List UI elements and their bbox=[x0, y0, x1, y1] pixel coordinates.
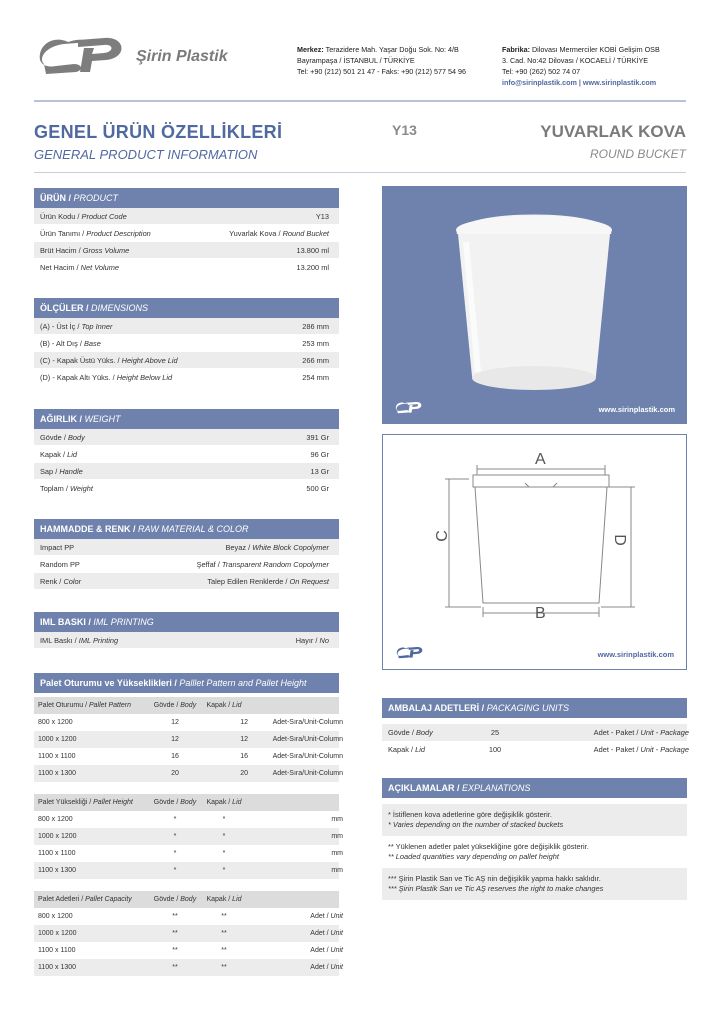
product-section bbox=[34, 188, 339, 276]
packaging-header: AMBALAJ ADETLERİ / PACKAGING UNITS bbox=[382, 698, 687, 718]
dim-d-label: D bbox=[610, 534, 628, 546]
table-row: 1100 x 1100 ** ** Adet / Unit bbox=[38, 947, 343, 954]
dimensions-section bbox=[34, 298, 339, 386]
factory-line3: Tel: +90 (262) 502 74 07 bbox=[502, 67, 581, 76]
table-row: (D) - Kapak Altı Yüks. / Height Below Lid 254 mm bbox=[34, 369, 339, 386]
note-1: * İstiflenen kova adetlerine göre değişiklik gösterir. * Varies depending on the number of stacked buckets bbox=[382, 804, 687, 836]
table-row: Renk / Color Talep Edilen Renklerde / On Request bbox=[34, 573, 339, 590]
bucket-illustration bbox=[382, 186, 687, 424]
explanations-header: AÇIKLAMALAR / EXPLANATIONS bbox=[382, 778, 687, 798]
website-link[interactable]: www.sirinplastik.com bbox=[598, 405, 675, 414]
product-header: ÜRÜN / PRODUCT bbox=[34, 188, 339, 208]
header-divider bbox=[34, 100, 686, 102]
table-row: (B) - Alt Dış / Base 253 mm bbox=[34, 335, 339, 352]
page-title: GENEL ÜRÜN ÖZELLİKLERİ bbox=[34, 122, 283, 142]
table-row: Gövde / Body 25 Adet - Paket / Unit - Package bbox=[382, 724, 687, 741]
contact-links[interactable]: info@sirinplastik.com | www.sirinplastik.com bbox=[502, 78, 657, 87]
table-row: Net Hacim / Net Volume 13.200 ml bbox=[34, 259, 339, 276]
table-row: Ürün Tanımı / Product Description Yuvarlak Kova / Round Bucket bbox=[34, 225, 339, 242]
dim-a-label: A bbox=[535, 451, 546, 468]
table-row: Kapak / Lid 100 Adet - Paket / Unit - Package bbox=[388, 745, 689, 754]
dim-b-label: B bbox=[535, 605, 546, 622]
factory-label: Fabrika: bbox=[502, 45, 530, 54]
table-row: Sap / Handle 13 Gr bbox=[34, 463, 339, 480]
table-row: Ürün Kodu / Product Code Y13 bbox=[34, 208, 339, 225]
product-photo bbox=[382, 186, 687, 424]
material-header: HAMMADDE & RENK / RAW MATERIAL & COLOR bbox=[34, 519, 339, 539]
table-row: 800 x 1200 * * mm bbox=[38, 816, 343, 823]
logo-icon bbox=[394, 398, 424, 416]
table-row: 1100 x 1100 * * mm bbox=[38, 850, 343, 857]
factory-address bbox=[502, 44, 692, 88]
product-code: Y13 bbox=[392, 122, 417, 138]
material-section bbox=[34, 519, 339, 590]
page-subtitle: GENERAL PRODUCT INFORMATION bbox=[34, 147, 258, 162]
iml-section bbox=[34, 612, 339, 649]
table-row: (A) - Üst İç / Top Inner 286 mm bbox=[34, 318, 339, 335]
note-3: *** Şirin Plastik San ve Tic AŞ nin değişiklik yapma hakkı saklıdır. *** Şirin Plastik San ve Tic AŞ reserves the right to make changes bbox=[382, 868, 687, 900]
table-row: Random PP Şeffaf / Transparent Random Copolymer bbox=[34, 556, 339, 573]
packaging-section bbox=[382, 698, 687, 758]
note-2: ** Yüklenen adetler palet yüksekliğine göre değişiklik gösterir. ** Loaded quantities vary depending on pallet height bbox=[388, 842, 589, 861]
table-row: Toplam / Weight 500 Gr bbox=[34, 480, 339, 497]
hq-label: Merkez: bbox=[297, 45, 324, 54]
factory-line1: Dilovası Mermerciler KOBİ Gelişim OSB bbox=[531, 45, 660, 54]
dim-c-label: C bbox=[433, 530, 451, 542]
product-name: YUVARLAK KOVA bbox=[540, 122, 686, 141]
pattern-header-row: Palet Oturumu / Pallet Pattern Gövde / Body Kapak / Lid bbox=[34, 697, 339, 714]
table-row: (C) - Kapak Üstü Yüks. / Height Above Lid 266 mm bbox=[34, 352, 339, 369]
explanations-section bbox=[382, 778, 687, 900]
brand-name: Şirin Plastik bbox=[136, 48, 228, 65]
weight-section bbox=[34, 409, 339, 497]
table-row: 800 x 1200 12 12 Adet-Sıra/Unit-Column bbox=[38, 719, 343, 726]
table-row: Impact PP Beyaz / White Block Copolymer bbox=[34, 539, 339, 556]
table-row: 1000 x 1200 * * mm bbox=[34, 828, 339, 845]
table-row: 800 x 1200 ** ** Adet / Unit bbox=[38, 913, 343, 920]
height-header-row: Palet Yüksekliği / Pallet Height Gövde / Body Kapak / Lid bbox=[34, 794, 339, 811]
bucket-drawing bbox=[383, 435, 685, 668]
logo-icon bbox=[395, 643, 425, 661]
table-row: 1000 x 1200 ** ** Adet / Unit bbox=[34, 925, 339, 942]
table-row: 1100 x 1100 16 16 Adet-Sıra/Unit-Column bbox=[38, 753, 343, 760]
pallet-section bbox=[34, 673, 343, 976]
table-row: Kapak / Lid 96 Gr bbox=[34, 446, 339, 463]
company-logo bbox=[34, 28, 130, 80]
capacity-header-row: Palet Adetleri / Pallet Capacity Gövde / Body Kapak / Lid bbox=[34, 891, 339, 908]
hq-address bbox=[297, 44, 497, 77]
pallet-header: Palet Oturumu ve Yükseklikleri / Palllet Pattern and Pallet Height bbox=[34, 673, 339, 693]
product-name-en: ROUND BUCKET bbox=[589, 147, 686, 161]
table-row: 1100 x 1300 * * mm bbox=[34, 862, 339, 879]
table-row: 1100 x 1300 ** ** Adet / Unit bbox=[34, 959, 339, 976]
dimensions-header: ÖLÇÜLER / DIMENSIONS bbox=[34, 298, 339, 318]
table-row: Brüt Hacim / Gross Volume 13.800 ml bbox=[34, 242, 339, 259]
table-row: 1100 x 1300 20 20 Adet-Sıra/Unit-Column bbox=[34, 765, 339, 782]
hq-line3: Tel: +90 (212) 501 21 47 - Faks: +90 (212) 577 54 96 bbox=[297, 67, 467, 76]
hq-line1: Terazidere Mah. Yaşar Doğu Sok. No: 4/B bbox=[325, 45, 459, 54]
technical-drawing bbox=[382, 434, 687, 670]
factory-line2: 3. Cad. No:42 Dilovası / KOCAELİ / TÜRKİYE bbox=[502, 56, 649, 65]
table-row: Gövde / Body 391 Gr bbox=[34, 429, 339, 446]
website-link[interactable]: www.sirinplastik.com bbox=[597, 650, 674, 659]
weight-header: AĞIRLIK / WEIGHT bbox=[34, 409, 339, 429]
table-row: IML Baskı / IML Printing Hayır / No bbox=[34, 632, 339, 649]
table-row: 1000 x 1200 12 12 Adet-Sıra/Unit-Column bbox=[34, 731, 339, 748]
iml-header: IML BASKI / IML PRINTING bbox=[34, 612, 339, 632]
hq-line2: Bayrampaşa / İSTANBUL / TÜRKİYE bbox=[297, 56, 415, 65]
title-divider bbox=[34, 172, 686, 173]
